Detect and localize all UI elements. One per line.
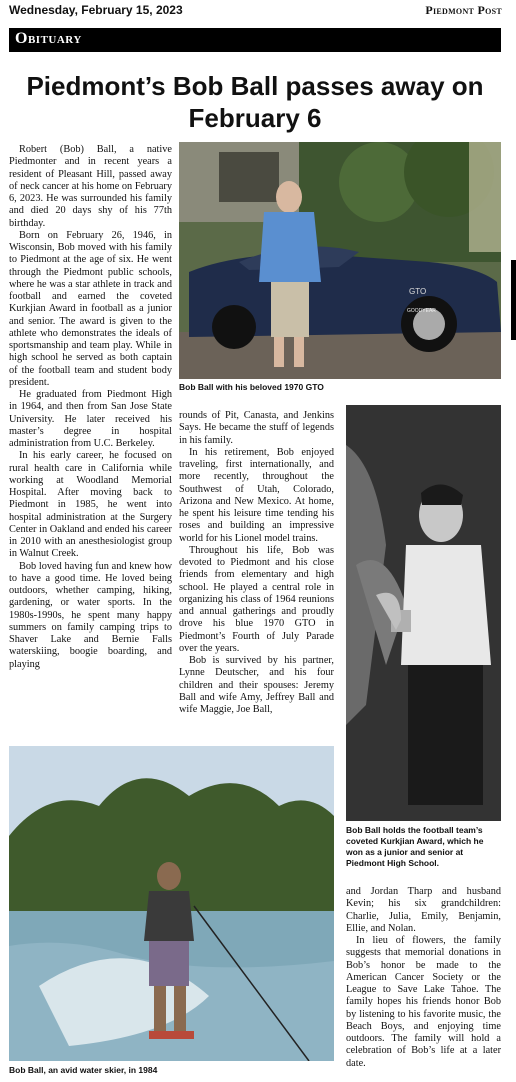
- paragraph: Bob is survived by his partner, Lynne Deutscher, and his four children and their spouses: Jeremy Ball and wife Amy, Jeffrey Ball and wife Maggie, Joe Ball,: [179, 655, 334, 715]
- paragraph: In his early career, he focused on rural health care in California while working at Woodland Memorial Hospital. After moving back to Piedmont in 1985, he went into hospital administration at the Surgery Center in Oakland and ended his career in 2010 with an anesthesiologist group in Walnut Creek.: [9, 450, 172, 560]
- paragraph: He graduated from Piedmont High in 1964, and then from San Jose State University. He later received his master’s degree in hospital administration from U.C. Berkeley.: [9, 389, 172, 449]
- section-banner: [9, 28, 501, 52]
- section-title: Obituary: [15, 30, 82, 47]
- article-column-3: [346, 886, 501, 1070]
- paragraph: and Jordan Tharp and husband Kevin; his six grandchildren: Charlie, Julia, Emily, Benjamin, Ellie, and Nolan.: [346, 886, 501, 934]
- headline: Piedmont’s Bob Ball passes away on February 6: [26, 71, 484, 133]
- paragraph: Robert (Bob) Ball, a native Piedmonter and in recent years a resident of Pleasant Hill, passed away of neck cancer at his home on February 6, 2023. He was surrounded his family and died 20 days shy of his 77th birthday.: [9, 144, 172, 229]
- paragraph: In his retirement, Bob enjoyed traveling, first internationally, and more recently, throughout the Southwest of Utah, Colorado, Arizona and New Mexico. At home, he spent his leisure time tending his roses and building an impressive world for his Lionel model trains.: [179, 446, 334, 544]
- photo-ski-caption: Bob Ball, an avid water skier, in 1984: [9, 1065, 158, 1075]
- article-column-1: [9, 144, 172, 671]
- tire-lettering: GOODYEAR: [407, 308, 436, 314]
- photo-ski: [9, 746, 334, 1061]
- publication-name: Piedmont Post: [425, 3, 502, 17]
- paragraph: rounds of Pit, Canasta, and Jenkins Says. He became the stuff of legends in his family.: [179, 410, 334, 446]
- paragraph: Born on February 26, 1946, in Wisconsin, Bob moved with his family to Piedmont at the age of six. He went through the Piedmont public schools, where he was a star athlete in track and football and earned the coveted Kurkjian Award in football as a junior and senior. The award is given to the athlete who demonstrates the ideals of sportsmanship and team play. While in high school he served as both captain of the football team and student body president.: [9, 229, 172, 388]
- paragraph: In lieu of flowers, the family suggests that memorial donations in Bob’s honor be made to the American Cancer Society or the League to Save Lake Tahoe. The family hopes his friends honor Bob by listening to his favorite music, the Beach Boys, and enjoying time outdoors. The family will hold a celebration of Bob’s life at a later date.: [346, 935, 501, 1069]
- photo-car: [179, 142, 501, 379]
- photo-car-caption: Bob Ball with his beloved 1970 GTO: [179, 382, 324, 392]
- article-column-2: [179, 410, 334, 716]
- photo-award: [346, 405, 501, 821]
- paragraph: Throughout his life, Bob was devoted to Piedmont and his close friends from elementary and high school. He played a central role in organizing his class of 1964 reunions and annual gatherings and proudly drove his blue 1970 GTO in Piedmont’s Fourth of July Parade over the years.: [179, 544, 334, 654]
- issue-date: Wednesday, February 15, 2023: [9, 3, 183, 17]
- photo-award-caption: Bob Ball holds the football team’s coveted Kurkjian Award, which he won as a junior and senior at Piedmont High School.: [346, 825, 484, 868]
- paragraph: Bob loved having fun and knew how to have a good time. He loved being outdoors, whether camping, hiking, gardening, or water sports. In the 1980s-1990s, he spent many happy summers on family camping trips to Shaver Lake and Bernie Falls waterskiing, boogie boarding, and playing: [9, 560, 172, 670]
- margin-rule: [511, 260, 516, 340]
- gto-badge: GTO: [409, 287, 427, 296]
